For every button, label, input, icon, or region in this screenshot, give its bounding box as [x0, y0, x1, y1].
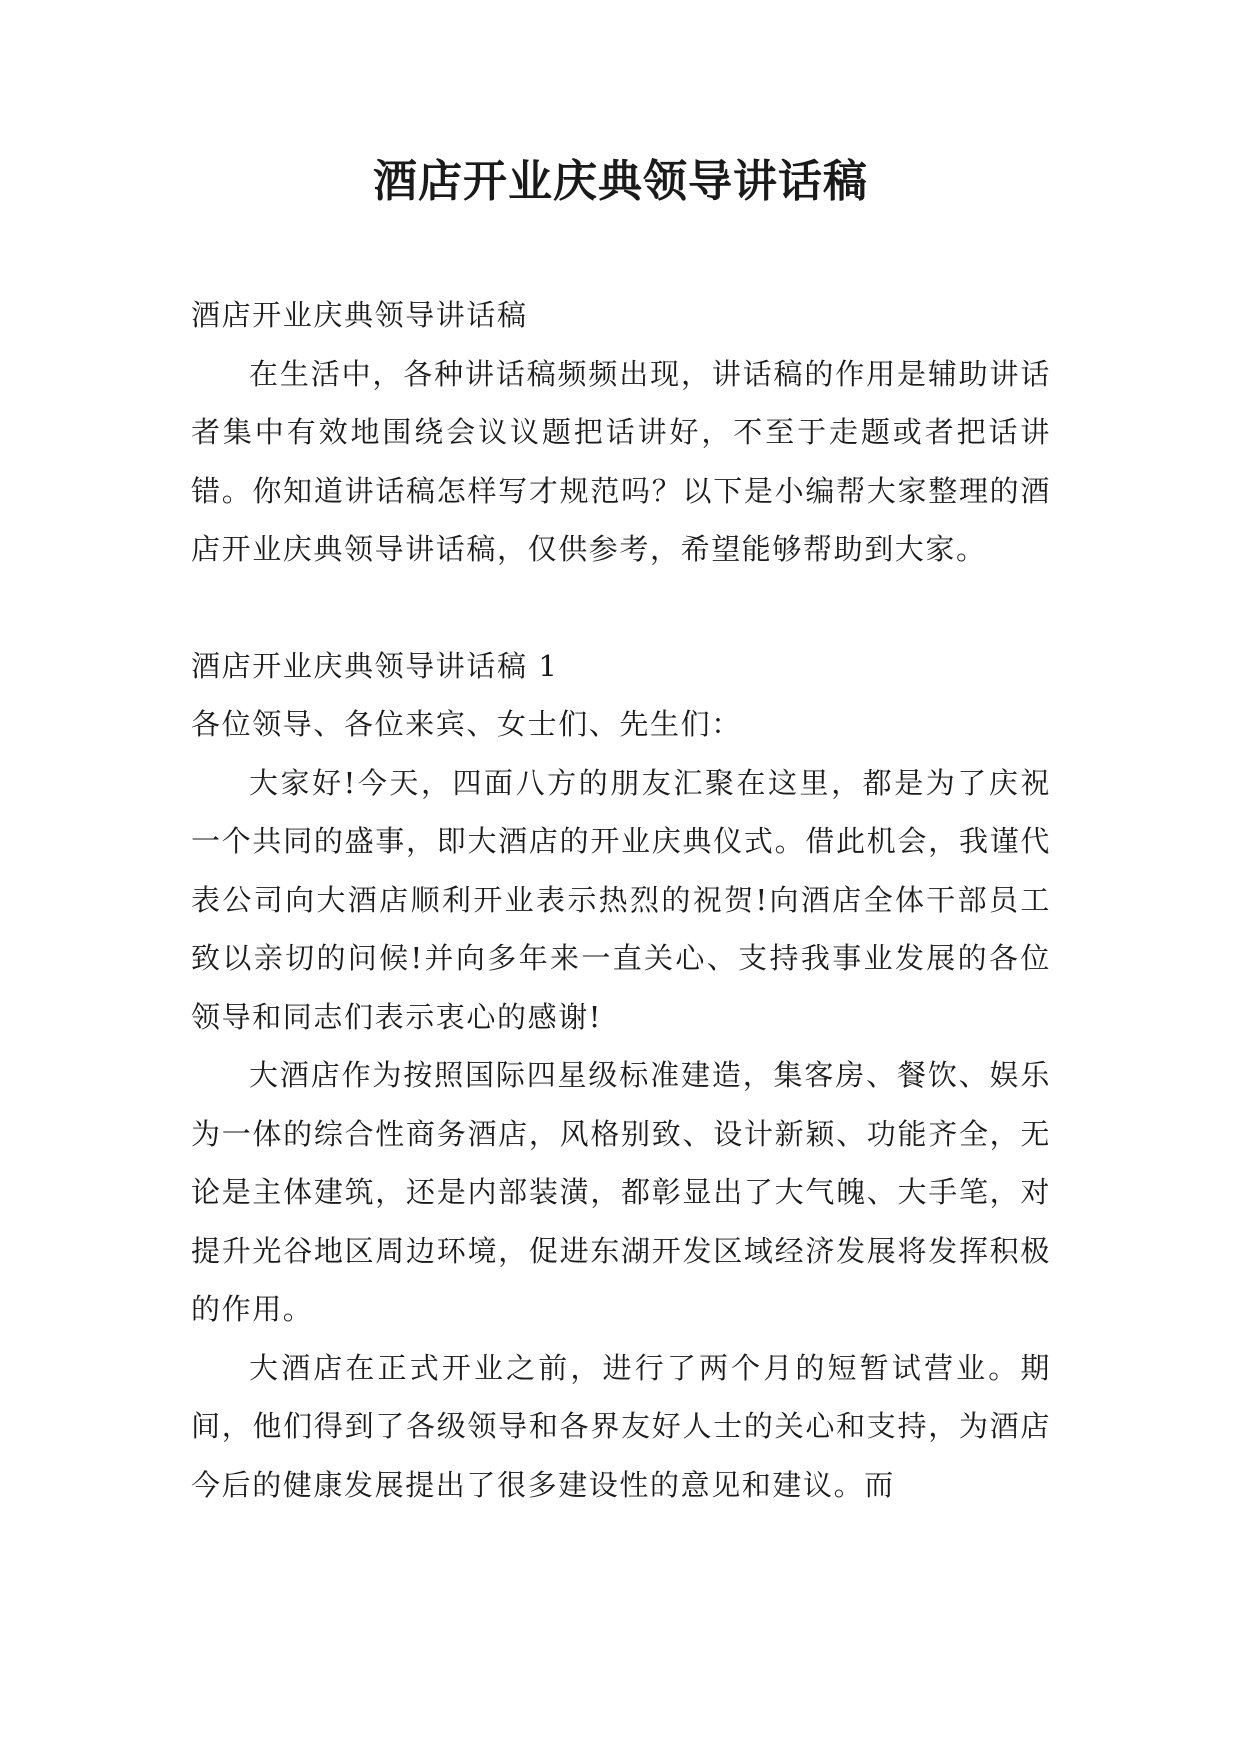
intro-paragraph: 在生活中，各种讲话稿频频出现，讲话稿的作用是辅助讲话者集中有效地围绕会议议题把话讲好，不至于走题或者把话讲错。你知道讲话稿怎样写才规范吗？以下是小编帮大家整理的酒店开业庆典领导讲话稿，仅供参考，希望能够帮助到大家。 — [191, 356, 1051, 566]
body-paragraph-3: 大酒店在正式开业之前，进行了两个月的短暂试营业。期间，他们得到了各级领导和各界友好人士的关心和支持，为酒店今后的健康发展提出了很多建设性的意见和建议。而 — [191, 1350, 1051, 1502]
body-paragraph-1: 大家好!今天，四面八方的朋友汇聚在这里，都是为了庆祝一个共同的盛事，即大酒店的开业庆典仪式。借此机会，我谨代表公司向大酒店顺利开业表示热烈的祝贺!向酒店全体干部员工致以亲切的问候!并向多年来一直关心、支持我事业发展的各位领导和同志们表示衷心的感谢! — [191, 765, 1051, 1034]
body-paragraph-2: 大酒店作为按照国际四星级标准建造，集客房、餐饮、娱乐为一体的综合性商务酒店，风格别致、设计新颖、功能齐全，无论是主体建筑，还是内部装潢，都彰显出了大气魄、大手笔，对提升光谷地区周边环境，促进东湖开发区域经济发展将发挥积极的作用。 — [191, 1058, 1051, 1326]
section-heading: 酒店开业庆典领导讲话稿 1 — [191, 648, 559, 683]
greeting-line: 各位领导、各位来宾、女士们、先生们： — [191, 707, 742, 741]
document-body — [191, 286, 1051, 1514]
document-title: 酒店开业庆典领导讲话稿 — [373, 156, 868, 207]
section-spacer — [191, 579, 1051, 637]
document-subtitle: 酒店开业庆典领导讲话稿 — [191, 298, 528, 332]
